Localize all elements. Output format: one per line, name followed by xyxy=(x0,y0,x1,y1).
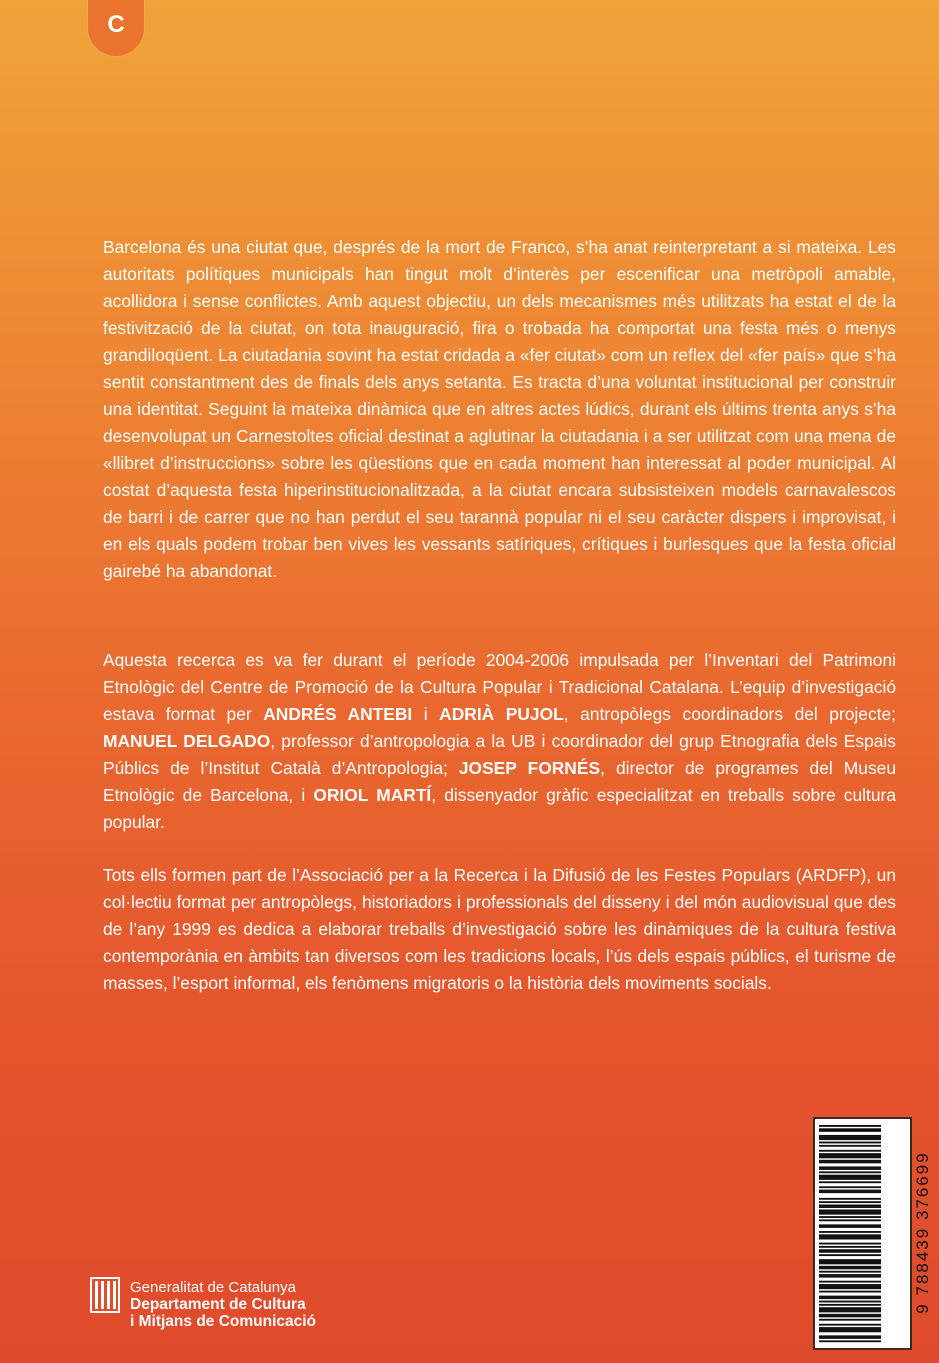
paragraph-association xyxy=(103,862,896,997)
barcode-bar xyxy=(819,1142,881,1144)
barcode-bar xyxy=(819,1198,881,1200)
barcode-bar xyxy=(819,1150,881,1152)
barcode-number: 9 788439 376699 xyxy=(913,1151,932,1314)
author-name: ORIOL MARTÍ xyxy=(313,785,432,805)
barcode-bar xyxy=(819,1249,881,1251)
barcode-bar xyxy=(819,1135,881,1137)
barcode-bar xyxy=(819,1301,881,1303)
barcode-bar xyxy=(819,1216,881,1218)
barcode-bar xyxy=(819,1314,881,1316)
barcode-bar xyxy=(819,1266,881,1268)
barcode-bar xyxy=(819,1319,881,1321)
barcode-bar xyxy=(819,1219,881,1221)
barcode-bar xyxy=(819,1254,881,1256)
text-run: i xyxy=(412,704,440,724)
section-badge: C xyxy=(88,0,144,56)
barcode-bar xyxy=(819,1267,881,1269)
barcode-bar xyxy=(819,1281,881,1283)
generalitat-emblem-icon xyxy=(90,1277,120,1343)
barcode-bar xyxy=(819,1145,881,1147)
text-run: , antropòlegs coordinadors del projecte; xyxy=(563,704,896,724)
barcode-bar xyxy=(819,1168,881,1170)
barcode-bar xyxy=(819,1311,881,1313)
barcode-bar xyxy=(819,1296,881,1298)
barcode-bar xyxy=(819,1186,881,1188)
publisher-text xyxy=(130,1277,316,1330)
barcode-bar xyxy=(819,1286,881,1288)
barcode-bar xyxy=(819,1337,881,1339)
barcode-bars xyxy=(815,1119,910,1348)
barcode-bar xyxy=(819,1243,881,1245)
barcode-bar xyxy=(819,1261,881,1263)
barcode-bar xyxy=(819,1251,881,1253)
barcode-bar xyxy=(819,1161,881,1163)
barcode-bar xyxy=(819,1166,881,1168)
barcode-bar xyxy=(819,1137,881,1139)
barcode-bar xyxy=(819,1262,881,1264)
barcode-bar xyxy=(819,1130,881,1132)
barcode-bar xyxy=(819,1231,881,1233)
author-name: ADRIÀ PUJOL xyxy=(439,704,564,724)
barcode-bar xyxy=(819,1209,881,1211)
barcode-bar xyxy=(819,1178,881,1180)
barcode-bar xyxy=(819,1315,881,1317)
barcode-bar xyxy=(819,1327,881,1329)
isbn-barcode xyxy=(813,1117,932,1350)
text-run: , dissenyador gràfic especialitzat en treballs sobre cultura popular. xyxy=(103,785,896,832)
publisher-logo xyxy=(90,1277,316,1343)
barcode-bar xyxy=(819,1213,881,1215)
publisher-line-1: Generalitat de Catalunya xyxy=(130,1279,296,1296)
barcode-bar xyxy=(819,1284,881,1286)
barcode-bar xyxy=(819,1309,881,1311)
barcode-bar xyxy=(819,1155,881,1157)
barcode-bar xyxy=(819,1246,881,1248)
barcode-bar xyxy=(819,1138,881,1140)
barcode-bar xyxy=(819,1224,881,1226)
barcode-bar xyxy=(819,1291,881,1293)
barcode-bar xyxy=(819,1329,881,1331)
barcode-bar xyxy=(819,1330,881,1332)
text-run: Aquesta recerca es va fer durant el període 2004-2006 impulsada per l’Inventari del Patrimoni Etnològic del Centre de Promoció de la Cultura Popular i Tradicional Catalana. L’equip d’investigació estava format per xyxy=(103,650,896,724)
barcode-bar xyxy=(819,1297,881,1299)
barcode-bar xyxy=(819,1190,881,1192)
barcode-bar xyxy=(819,1287,881,1289)
barcode-bar xyxy=(819,1125,881,1127)
barcode-bar xyxy=(819,1160,881,1162)
barcode-bar xyxy=(819,1238,881,1240)
text-run: Barcelona és una ciutat que, després de la mort de Franco, s’ha anat reinterpretant a si mateixa. Les autoritats polítiques municipals han tingut molt d’interès per escenificar una metròpoli amable, acollidora i sense conflictes. Amb aquest objectiu, un dels mecanismes més utilitzats ha estat el de la festivització de la ciutat, on tota inauguració, fira o trobada ha comportat una festa més o menys grandiloqüent. La ciutadania sovint ha estat cridada a «fer ciutat» com un reflex del «fer país» que s’ha sentit constantment des de finals dels anys setanta. Es tracta d’una voluntat institucional per construir una identitat. Seguint la mateixa dinàmica que en altres actes lúdics, durant els últims trenta anys s’ha desenvolupat un Carnestoltes oficial destinat a aglutinar la ciutadania i a ser utilitzat com una mena de «llibret d’instruccions» sobre les qüestions que en cada moment han interessat al poder municipal. Al costat d’aquesta festa hiperinstitucionalitzada, a la ciutat encara subsisteixen models carnavalescos de barri i de carrer que no han perdut el seu tarannà popular ni el seu caràcter dispers i improvisat, i en els quals podem trobar ben vives les vessants satíriques, crítiques i burlesques que la festa oficial gairebé ha abandonat. xyxy=(103,237,896,581)
barcode-bar xyxy=(819,1271,881,1273)
barcode-bar xyxy=(819,1175,881,1177)
barcode-bar xyxy=(819,1276,881,1278)
barcode-bar xyxy=(819,1206,881,1208)
barcode-bar xyxy=(819,1191,881,1193)
barcode-bar xyxy=(819,1156,881,1158)
barcode-bar xyxy=(819,1176,881,1178)
author-name: JOSEP FORNÉS xyxy=(458,758,601,778)
author-name: ANDRÉS ANTEBI xyxy=(263,704,413,724)
barcode-bar xyxy=(819,1307,881,1309)
barcode-bar xyxy=(819,1234,881,1236)
barcode-bar xyxy=(819,1171,881,1173)
barcode-bar xyxy=(819,1335,881,1337)
barcode-bar xyxy=(819,1236,881,1238)
text-run: , director de programes del Museu Etnològic de Barcelona, i xyxy=(103,758,896,805)
barcode-bar xyxy=(819,1259,881,1261)
barcode-bar xyxy=(819,1128,881,1130)
barcode-bar xyxy=(819,1226,881,1228)
barcode-bar xyxy=(819,1153,881,1155)
barcode-bar xyxy=(819,1205,881,1207)
publisher-line-3: i Mitjans de Comunicació xyxy=(130,1313,317,1330)
barcode-bar xyxy=(819,1304,881,1306)
paragraph-intro xyxy=(103,234,896,585)
text-run: Tots ells formen part de l’Associació per a la Recerca i la Difusió de les Festes Populars (ARDFP), un col·lectiu format per antropòlegs, historiadors i professionals del disseny i del món audiovisual que des de l’any 1999 es dedica a elaborar treballs d’investigació sobre les dinàmiques de la cultura festiva contemporània en àmbits tan diversos com les tradicions locals, l’ús dels espais públics, el turisme de masses, l’esport informal, els fenòmens migratoris o la història dels moviments socials. xyxy=(103,865,896,993)
author-name: MANUEL DELGADO xyxy=(103,731,271,751)
barcode-bar xyxy=(819,1211,881,1213)
paragraph-research-team xyxy=(103,647,896,836)
publisher-line-2: Departament de Cultura xyxy=(130,1296,306,1313)
barcode-bar xyxy=(819,1181,881,1183)
text-run: , professor d’antropologia a la UB i coordinador del grup Etnografia dels Espais Públics de l’Institut Català d’Antropologia; xyxy=(103,731,896,778)
barcode-bar xyxy=(819,1324,881,1326)
barcode-bar xyxy=(819,1201,881,1203)
barcode-bar xyxy=(819,1340,881,1342)
barcode-bar xyxy=(819,1274,881,1276)
